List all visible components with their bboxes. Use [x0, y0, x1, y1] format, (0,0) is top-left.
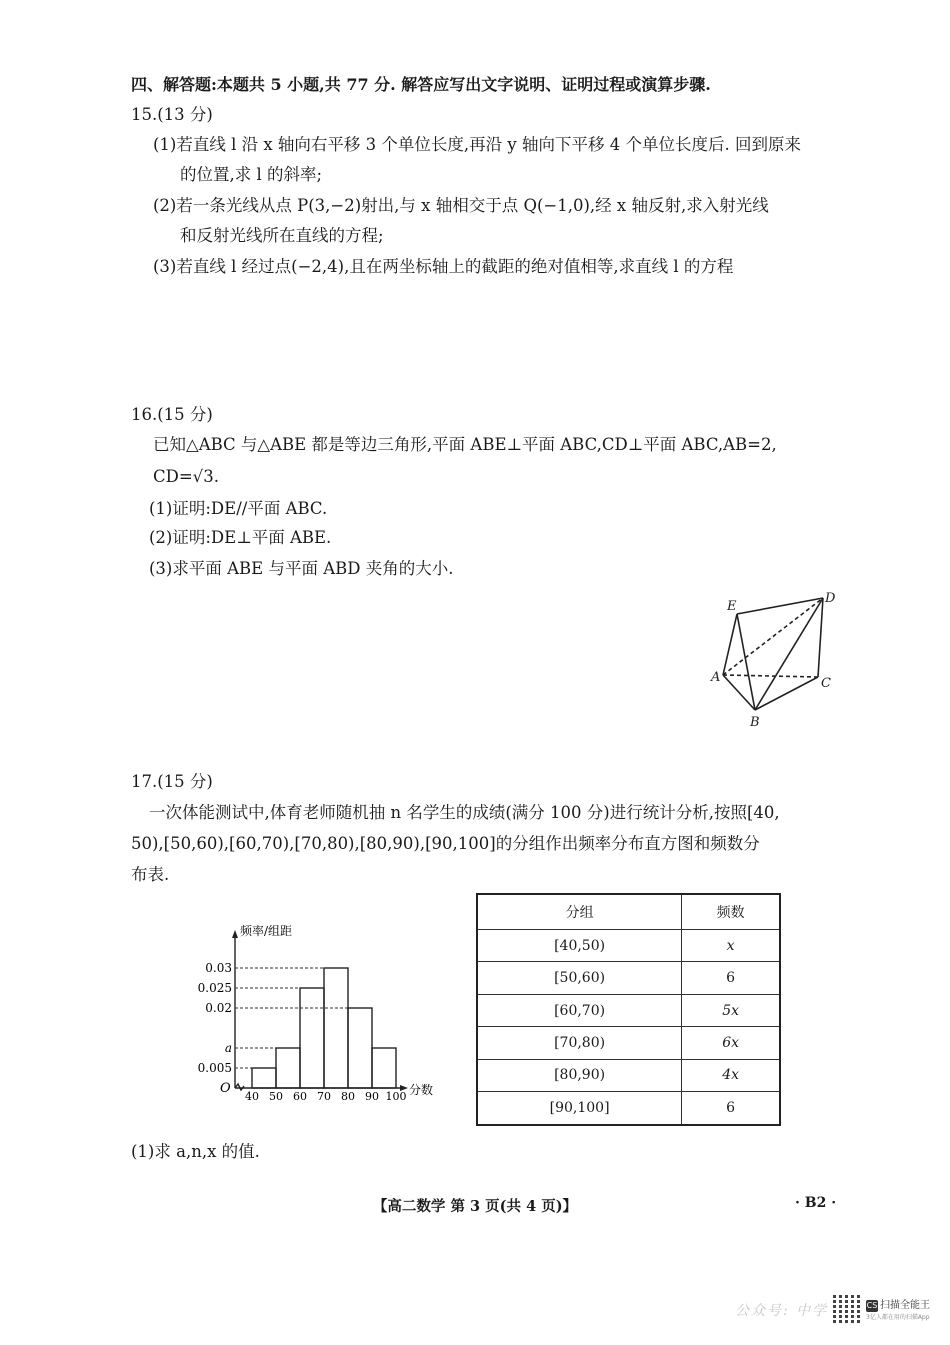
table-cell-group: [90,100] — [477, 1092, 682, 1125]
table-row — [477, 1059, 780, 1091]
cs-logo-icon: CS — [866, 1301, 878, 1310]
table-row — [477, 1092, 780, 1125]
table-cell-count: 6x — [682, 1027, 780, 1059]
q17-stem-line3: 布表. — [131, 865, 170, 884]
q16-part2: (2)证明:DE⊥平面 ABE. — [149, 528, 332, 547]
axis-break — [235, 1084, 244, 1090]
x-tick-label: 50 — [269, 1090, 283, 1103]
q15-part3-line1: (3)若直线 l 经过点(−2,4),且在两坐标轴上的截距的绝对值相等,求直线 l 的方程 — [153, 257, 734, 276]
section-heading: 四、解答题:本题共 5 小题,共 77 分. 解答应写出文字说明、证明过程或演算步骤. — [131, 75, 711, 94]
q15-part1-line2: 的位置,求 l 的斜率; — [180, 165, 323, 184]
table-row — [477, 994, 780, 1026]
q16-stem-line2: CD=√3. — [153, 467, 219, 486]
label-C: C — [821, 676, 831, 691]
watermark-text: 公众号: 中学 — [735, 1303, 829, 1319]
table-cell-count: x — [682, 930, 780, 962]
table-cell-group: [60,70) — [477, 994, 682, 1026]
y-tick-label: 0.03 — [205, 961, 232, 975]
q17-stem-line1: 一次体能测试中,体育老师随机抽 n 名学生的成绩(满分 100 分)进行统计分析,按照[40, — [149, 803, 780, 822]
table-header-row — [477, 894, 780, 930]
q16-part3: (3)求平面 ABE 与平面 ABD 夹角的大小. — [149, 559, 454, 578]
q17-part1: (1)求 a,n,x 的值. — [131, 1142, 260, 1161]
scanner-brand — [866, 1296, 930, 1321]
table-row — [477, 930, 780, 962]
y-tick-label: a — [224, 1041, 232, 1055]
q15-part2-line1: (2)若一条光线从点 P(3,−2)射出,与 x 轴相交于点 Q(−1,0),经 x 轴反射,求入射光线 — [153, 196, 769, 215]
label-E: E — [727, 599, 737, 614]
table-row — [477, 1027, 780, 1059]
edge-AD-hidden — [723, 598, 823, 675]
q15-header: 15.(13 分) — [131, 105, 213, 124]
label-B: B — [750, 715, 760, 730]
origin-label: O — [220, 1081, 231, 1096]
table-row — [477, 962, 780, 994]
table-cell-count: 6 — [682, 1092, 780, 1125]
q15-part1-line1: (1)若直线 l 沿 x 轴向右平移 3 个单位长度,再沿 y 轴向下平移 4 个单位长度后. 回到原来 — [153, 135, 801, 154]
q17-header: 17.(15 分) — [131, 772, 213, 791]
q15-part2-line2: 和反射光线所在直线的方程; — [180, 226, 384, 245]
edge-AC-hidden — [723, 675, 818, 677]
table-cell-group: [40,50) — [477, 930, 682, 962]
table-cell-count: 6 — [682, 962, 780, 994]
edge-DB — [755, 598, 823, 710]
table-cell-count: 5x — [682, 994, 780, 1026]
paper-code: · B2 · — [795, 1195, 837, 1211]
y-tick-label: 0.025 — [197, 981, 232, 995]
brand-name: 扫描全能王 — [880, 1300, 930, 1311]
q16-stem-line1: 已知△ABC 与△ABE 都是等边三角形,平面 ABE⊥平面 ABC,CD⊥平面 ABC,AB=2, — [153, 435, 777, 454]
label-A: A — [711, 670, 721, 685]
y-axis-arrow — [232, 930, 238, 938]
table-header-count: 频数 — [682, 894, 780, 930]
q16-header: 16.(15 分) — [131, 405, 213, 424]
table-cell-group: [50,60) — [477, 962, 682, 994]
y-tick-label: 0.02 — [205, 1001, 232, 1015]
x-tick-label: 70 — [317, 1090, 331, 1103]
histogram-bar — [252, 1068, 276, 1088]
brand-subtitle: 3亿人都在用的扫描App — [866, 1314, 930, 1321]
histogram-bar — [372, 1048, 396, 1088]
page-footer: 【高二数学 第 3 页(共 4 页)】 — [372, 1198, 578, 1215]
y-axis-label: 频率/组距 — [240, 924, 293, 938]
histogram-bar — [348, 1008, 372, 1088]
table-cell-count: 4x — [682, 1059, 780, 1091]
x-tick-label: 60 — [293, 1090, 307, 1103]
q17-stem-line2: 50),[50,60),[60,70),[70,80),[80,90),[90,100]的分组作出频率分布直方图和频数分 — [131, 834, 760, 853]
table-cell-group: [70,80) — [477, 1027, 682, 1059]
frequency-table — [476, 893, 781, 1126]
q16-part1: (1)证明:DE//平面 ABC. — [149, 499, 328, 518]
x-tick-label: 90 — [365, 1090, 379, 1103]
x-tick-label: 100 — [385, 1090, 407, 1103]
y-tick-label: 0.005 — [197, 1061, 232, 1075]
x-tick-label: 80 — [341, 1090, 355, 1103]
edge-DC — [818, 598, 823, 677]
table-header-group: 分组 — [477, 894, 682, 930]
table-cell-group: [80,90) — [477, 1059, 682, 1091]
histogram-bar — [300, 988, 324, 1088]
q16-solid-figure — [705, 585, 845, 730]
x-tick-label: 40 — [245, 1090, 259, 1103]
edge-ED — [737, 598, 823, 614]
histogram-bar — [324, 968, 348, 1088]
label-D: D — [825, 591, 836, 606]
qr-code-overlay — [833, 1293, 863, 1323]
histogram-bar — [276, 1048, 300, 1088]
x-axis-label: 分数 — [409, 1083, 434, 1097]
frequency-histogram — [190, 918, 455, 1103]
